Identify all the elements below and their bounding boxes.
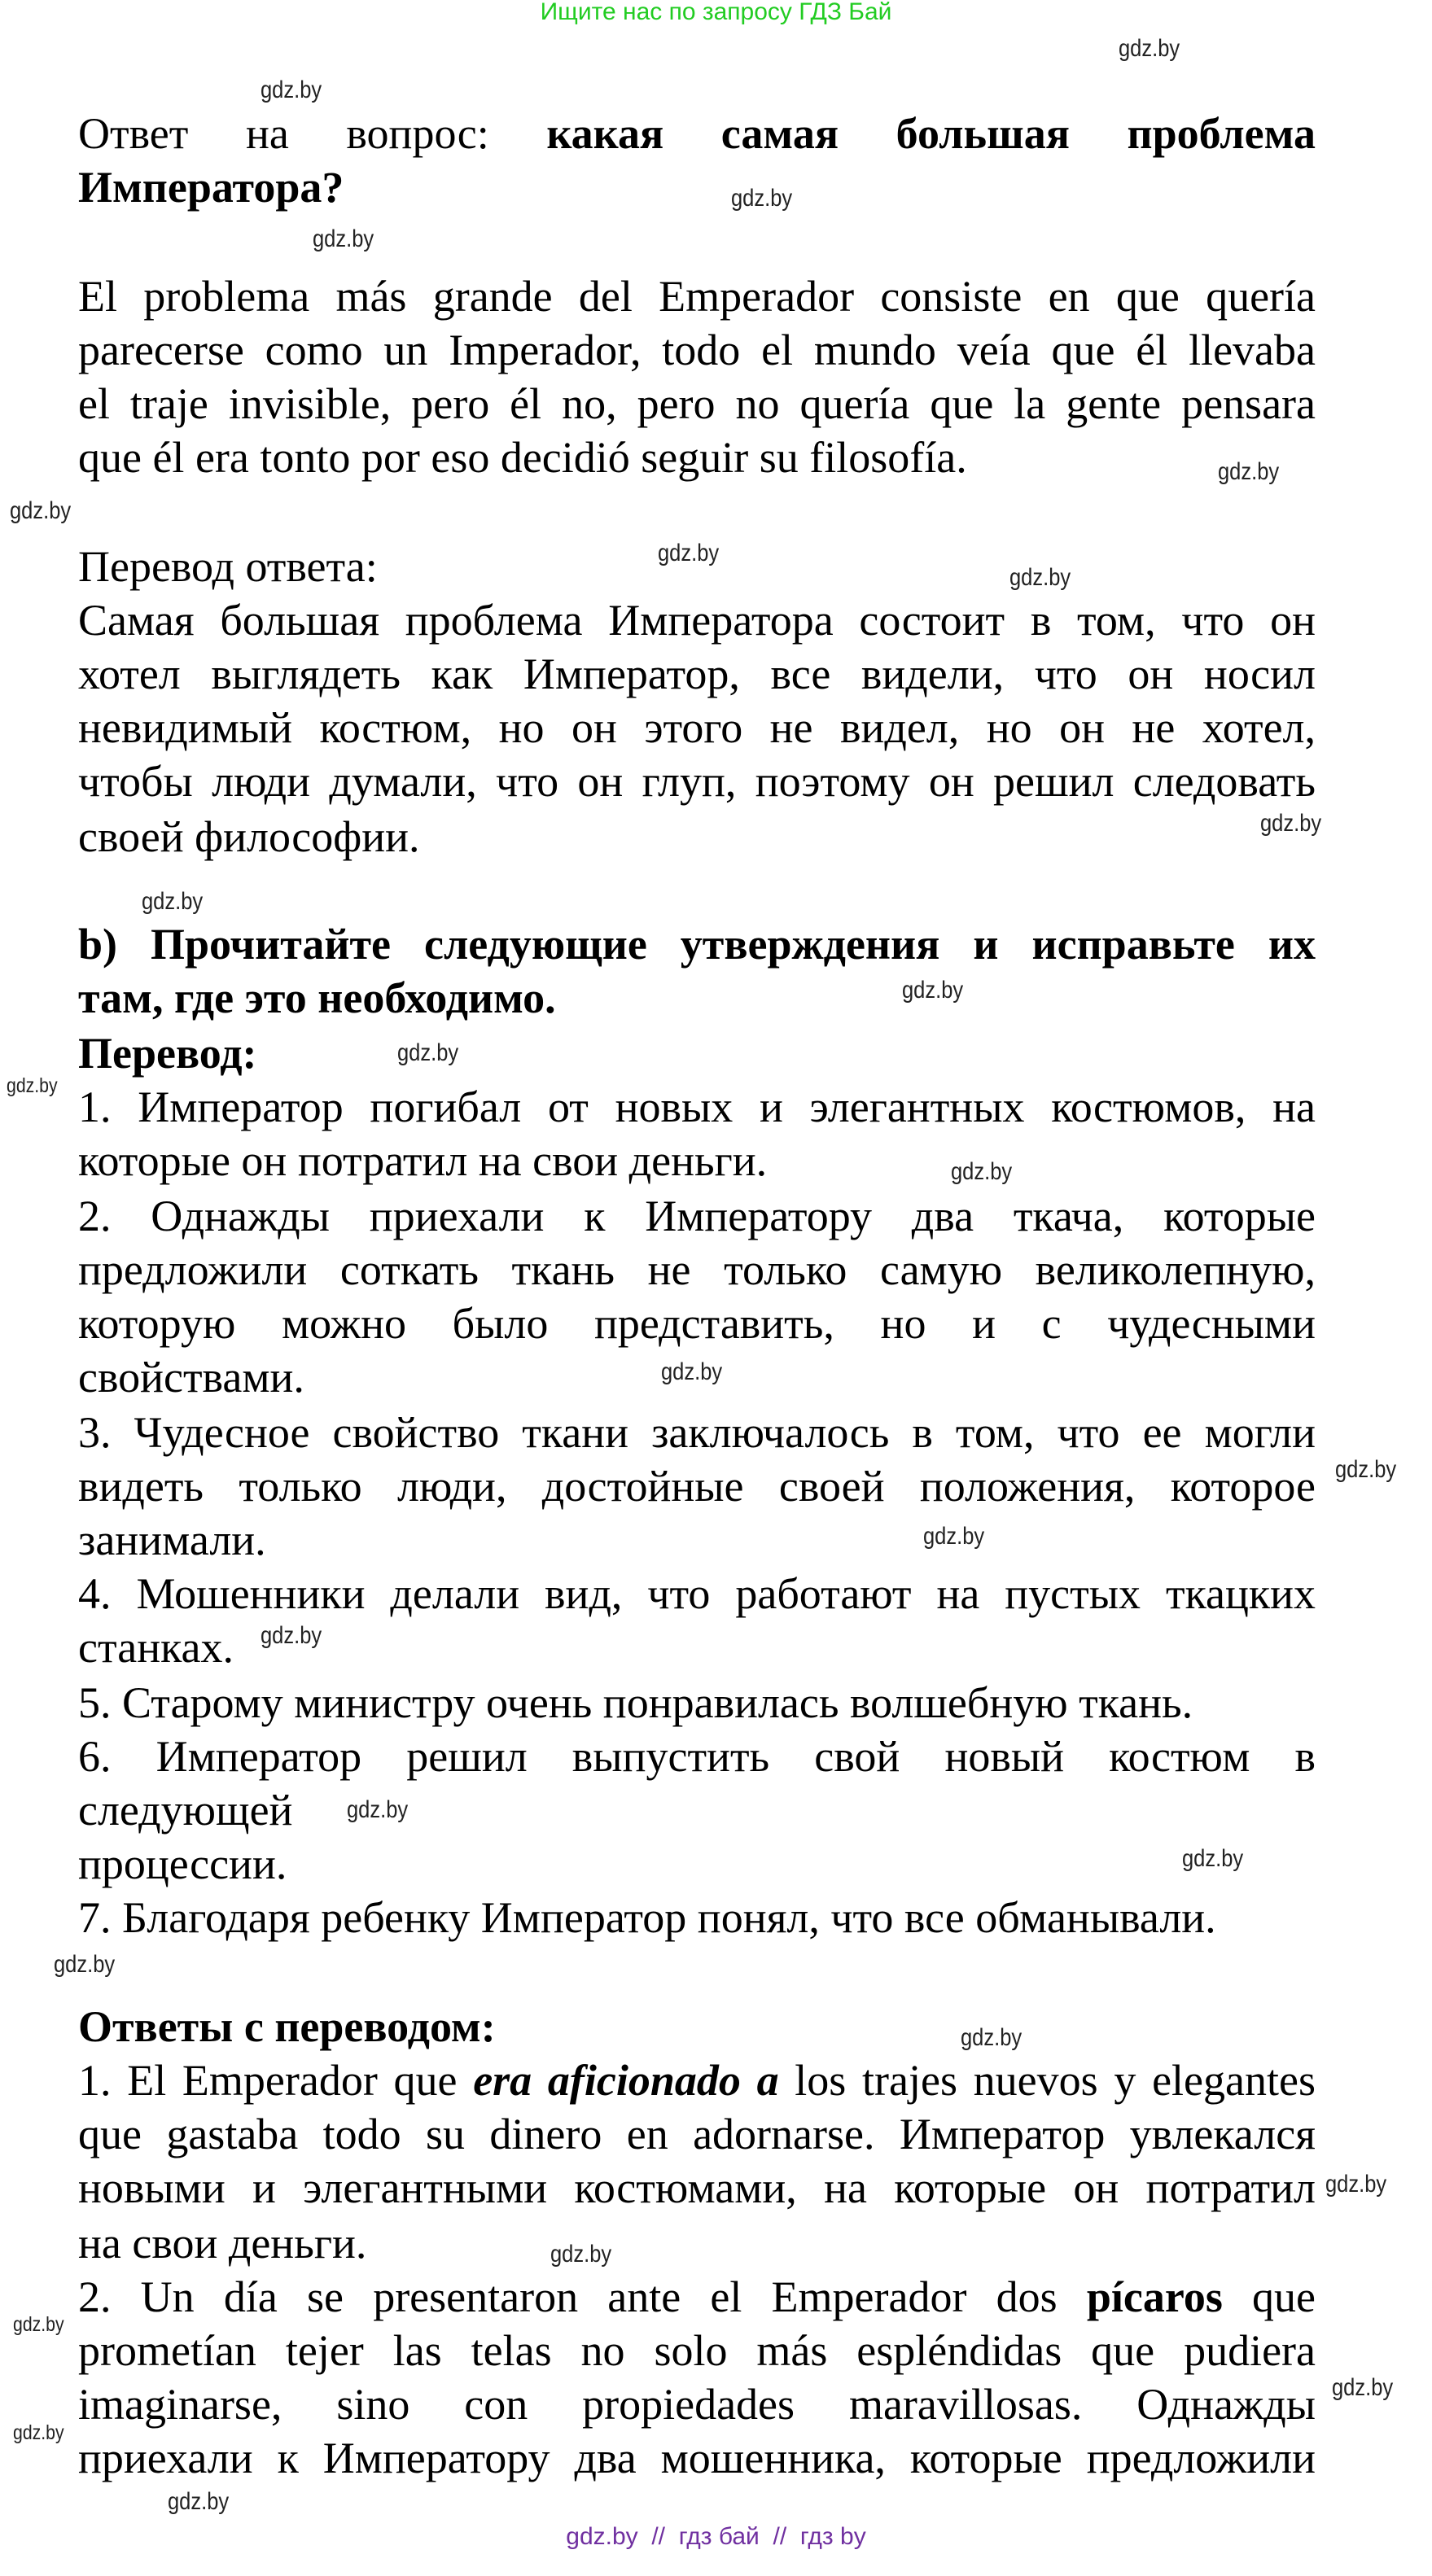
watermark: gdz.by	[951, 1158, 1013, 1185]
watermark: gdz.by	[658, 540, 720, 566]
watermark: gdz.by	[347, 1796, 409, 1823]
watermark: gdz.by	[397, 1039, 459, 1066]
watermark: gdz.by	[1218, 458, 1280, 485]
statement-line: 6. Император решил выпустить свой новый костюм в	[78, 1732, 1316, 1781]
watermark: gdz.by	[313, 225, 374, 252]
answer-bold: pícaros	[1086, 2272, 1223, 2321]
answer-ru-line: невидимый костюм, но он этого не видел, но он не хотел,	[78, 703, 1316, 752]
answer-text: 1. El Emperador que	[78, 2056, 474, 2105]
answers-label: Ответы с переводом:	[78, 2002, 496, 2051]
statement-line: занимали.	[78, 1515, 266, 1564]
watermark: gdz.by	[54, 1951, 116, 1978]
watermark: gdz.by	[923, 1523, 985, 1550]
answer-es-line: El problema más grande del Emperador consiste en que quería	[78, 272, 1316, 321]
statement-line: видеть только люди, достойные своей положения, которое	[78, 1462, 1316, 1511]
site-banner[interactable]: Ищите нас по запросу ГДЗ Бай	[540, 0, 892, 25]
statement-line: станках.	[78, 1623, 234, 1672]
question-prefix: Ответ на вопрос:	[78, 109, 489, 158]
statement-line: 7. Благодаря ребенку Император понял, что все обманывали.	[78, 1893, 1216, 1942]
task-b-heading: там, где это необходимо.	[78, 973, 556, 1022]
answer-ru-line: чтобы люди думали, что он глуп, поэтому он решил следовать	[78, 757, 1316, 806]
statement-line: процессии.	[78, 1839, 287, 1888]
answer-text: los trajes nuevos y elegantes	[778, 2056, 1316, 2105]
watermark: gdz.by	[168, 2488, 230, 2515]
answer-line: новыми и элегантными костюмами, на которые он потратил	[78, 2163, 1316, 2212]
answer-line: приехали к Императору два мошенника, которые предложили	[78, 2434, 1316, 2482]
watermark: gdz.by	[13, 2313, 64, 2336]
statement-line: 2. Однажды приехали к Императору два ткача, которые	[78, 1192, 1316, 1240]
watermark: gdz.by	[261, 77, 322, 103]
answer-es-line: que él era tonto por eso decidió seguir su filosofía.	[78, 433, 967, 482]
watermark: gdz.by	[1182, 1845, 1244, 1872]
answer-line: prometían tejer las telas no solo más espléndidas que pudiera	[78, 2326, 1316, 2375]
statement-line: предложили соткать ткань не только самую великолепную,	[78, 1245, 1316, 1294]
watermark: gdz.by	[10, 497, 72, 524]
footer-links[interactable]: gdz.by // гдз бай // гдз by	[566, 2523, 866, 2550]
statement-line: следующей	[78, 1786, 293, 1835]
watermark: gdz.by	[961, 2024, 1023, 2051]
answer-ru-label: Перевод ответа:	[78, 542, 378, 591]
question-line-2: Императора?	[78, 163, 344, 212]
statement-line: 5. Старому министру очень понравилась волшебную ткань.	[78, 1678, 1193, 1727]
statement-line: 3. Чудесное свойство ткани заключалось в том, что ее могли	[78, 1408, 1316, 1457]
answer-emphasis: era aficionado a	[473, 2056, 779, 2105]
watermark: gdz.by	[902, 977, 964, 1004]
statement-line: 1. Император погибал от новых и элегантных костюмов, на	[78, 1082, 1316, 1131]
watermark: gdz.by	[142, 888, 204, 915]
answer-es-line: el traje invisible, pero él no, pero no quería que la gente pensara	[78, 379, 1316, 428]
watermark: gdz.by	[1325, 2171, 1387, 2198]
translation-label: Перевод:	[78, 1029, 257, 1078]
answer-line	[78, 2270, 1316, 2324]
answer-text: 2. Un día se presentaron ante el Emperador dos	[78, 2272, 1087, 2321]
task-b-heading: b) Прочитайте следующие утверждения и исправьте их	[78, 920, 1316, 969]
answer-line: imaginarse, sino con propiedades maravillosas. Однажды	[78, 2380, 1316, 2429]
statement-line: 4. Мошенники делали вид, что работают на пустых ткацких	[78, 1569, 1316, 1618]
watermark: gdz.by	[261, 1622, 322, 1649]
answer-text: que	[1222, 2272, 1316, 2321]
watermark: gdz.by	[1335, 1456, 1397, 1483]
watermark: gdz.by	[1119, 35, 1180, 62]
answer-es-line: parecerse como un Imperador, todo el mundo veía que él llevaba	[78, 326, 1316, 374]
answer-ru-line: своей философии.	[78, 812, 420, 861]
watermark: gdz.by	[7, 1074, 58, 1097]
watermark: gdz.by	[1260, 810, 1322, 837]
watermark: gdz.by	[13, 2421, 64, 2444]
statement-line: которую можно было представить, но и с чудесными	[78, 1299, 1316, 1348]
statement-line: которые он потратил на свои деньги.	[78, 1136, 768, 1185]
answer-line: на свои деньги.	[78, 2219, 367, 2268]
watermark: gdz.by	[550, 2241, 612, 2268]
watermark: gdz.by	[1009, 564, 1071, 591]
statement-line: свойствами.	[78, 1353, 304, 1402]
answer-line: que gastaba todo su dinero en adornarse. Император увлекался	[78, 2110, 1316, 2158]
answer-ru-line: Самая большая проблема Императора состоит в том, что он	[78, 596, 1316, 645]
watermark: gdz.by	[731, 185, 793, 212]
watermark: gdz.by	[661, 1358, 723, 1385]
answer-line	[78, 2053, 1316, 2107]
answer-ru-line: хотел выглядеть как Император, все видели, что он носил	[78, 649, 1316, 698]
watermark: gdz.by	[1332, 2374, 1394, 2401]
question-line	[78, 107, 1316, 160]
question-bold: какая самая большая проблема	[546, 109, 1316, 158]
